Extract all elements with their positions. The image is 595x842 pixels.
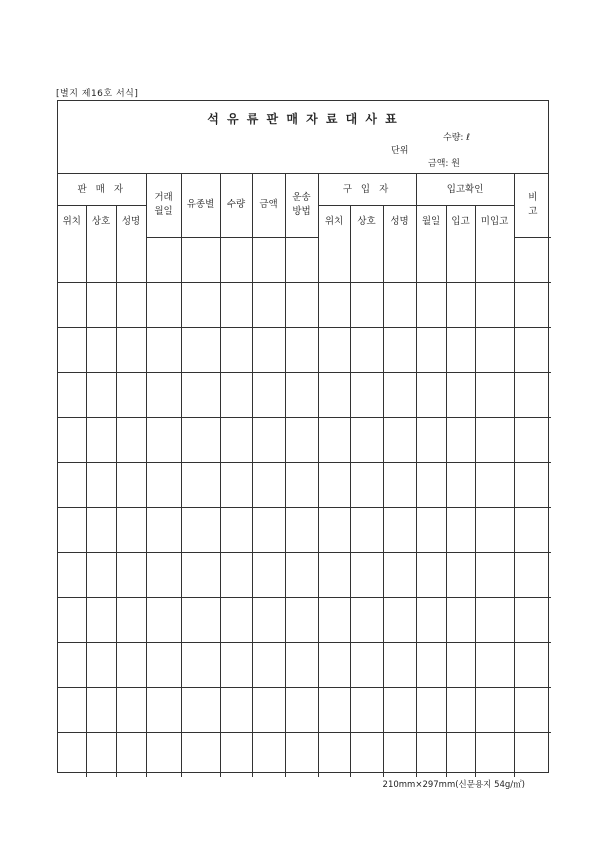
table-cell[interactable] — [383, 642, 416, 687]
table-cell[interactable] — [416, 687, 446, 732]
table-row — [58, 372, 551, 417]
table-cell[interactable] — [446, 642, 475, 687]
table-cell[interactable] — [416, 372, 446, 417]
table-cell[interactable] — [446, 372, 475, 417]
table-cell[interactable] — [252, 732, 285, 777]
table-cell[interactable] — [220, 507, 252, 552]
table-cell[interactable] — [181, 282, 220, 327]
table-cell[interactable] — [514, 237, 551, 282]
table-cell[interactable] — [220, 642, 252, 687]
table-cell[interactable] — [416, 552, 446, 597]
table-row — [58, 507, 551, 552]
table-cell[interactable] — [475, 417, 514, 462]
table-cell[interactable] — [116, 372, 146, 417]
table-cell[interactable] — [383, 237, 416, 282]
table-cell[interactable] — [318, 417, 350, 462]
table-cell[interactable] — [383, 597, 416, 642]
table-cell[interactable] — [86, 642, 116, 687]
table-cell[interactable] — [220, 327, 252, 372]
table-cell[interactable] — [514, 372, 551, 417]
table-cell[interactable] — [514, 732, 551, 777]
quantity-header: 수량 — [220, 174, 252, 237]
header-row-1 — [58, 174, 551, 206]
table-cell[interactable] — [86, 237, 116, 282]
table-cell[interactable] — [475, 327, 514, 372]
table-cell[interactable] — [58, 462, 86, 507]
table-cell[interactable] — [181, 597, 220, 642]
table-cell[interactable] — [318, 462, 350, 507]
table-cell[interactable] — [416, 507, 446, 552]
seller-company-header: 상호 — [86, 206, 116, 238]
oil-type-header: 유종별 — [181, 174, 220, 237]
table-cell[interactable] — [252, 327, 285, 372]
table-cell[interactable] — [350, 237, 383, 282]
table-cell[interactable] — [514, 282, 551, 327]
table-cell[interactable] — [383, 732, 416, 777]
table-cell[interactable] — [318, 237, 350, 282]
table-cell[interactable] — [383, 372, 416, 417]
table-cell[interactable] — [116, 327, 146, 372]
table-cell[interactable] — [146, 597, 181, 642]
table-cell[interactable] — [181, 507, 220, 552]
table-cell[interactable] — [475, 282, 514, 327]
table-cell[interactable] — [220, 597, 252, 642]
table-cell[interactable] — [446, 687, 475, 732]
seller-location-header: 위치 — [58, 206, 86, 238]
table-cell[interactable] — [475, 237, 514, 282]
buyer-company-header: 상호 — [350, 206, 383, 238]
table-cell[interactable] — [446, 732, 475, 777]
table-cell[interactable] — [86, 282, 116, 327]
table-cell[interactable] — [220, 732, 252, 777]
table-cell[interactable] — [318, 372, 350, 417]
table-cell[interactable] — [514, 507, 551, 552]
transport-method-header: 운송 방법 — [285, 174, 318, 237]
table-cell[interactable] — [446, 597, 475, 642]
table-cell[interactable] — [416, 642, 446, 687]
table-cell[interactable] — [318, 327, 350, 372]
table-cell[interactable] — [446, 507, 475, 552]
table-cell[interactable] — [58, 732, 86, 777]
table-cell[interactable] — [383, 282, 416, 327]
table-cell[interactable] — [446, 552, 475, 597]
table-row — [58, 237, 551, 282]
table-cell[interactable] — [86, 732, 116, 777]
table-cell[interactable] — [220, 372, 252, 417]
table-cell[interactable] — [416, 462, 446, 507]
table-cell[interactable] — [181, 642, 220, 687]
table-cell[interactable] — [446, 282, 475, 327]
table-cell[interactable] — [350, 597, 383, 642]
table-cell[interactable] — [285, 237, 318, 282]
table-row — [58, 552, 551, 597]
table-cell[interactable] — [350, 462, 383, 507]
unit-amount: 금액: 원 — [428, 159, 460, 169]
table-cell[interactable] — [220, 417, 252, 462]
table-cell[interactable] — [181, 417, 220, 462]
table-cell[interactable] — [285, 282, 318, 327]
table-row — [58, 642, 551, 687]
table-cell[interactable] — [146, 417, 181, 462]
table-cell[interactable] — [285, 732, 318, 777]
table-cell[interactable] — [146, 552, 181, 597]
table-cell[interactable] — [514, 642, 551, 687]
table-cell[interactable] — [252, 642, 285, 687]
table-cell[interactable] — [181, 372, 220, 417]
table-cell[interactable] — [252, 687, 285, 732]
table-cell[interactable] — [86, 327, 116, 372]
table-cell[interactable] — [514, 552, 551, 597]
paper-spec-footer: 210mm×297mm(신문용지 54g/㎡) — [382, 780, 525, 790]
table-cell[interactable] — [116, 507, 146, 552]
table-cell[interactable] — [318, 597, 350, 642]
table-cell[interactable] — [514, 462, 551, 507]
buyer-name-header: 성명 — [383, 206, 416, 238]
table-cell[interactable] — [318, 642, 350, 687]
table-cell[interactable] — [350, 282, 383, 327]
table-row — [58, 462, 551, 507]
table-cell[interactable] — [285, 642, 318, 687]
table-cell[interactable] — [58, 642, 86, 687]
table-cell[interactable] — [350, 507, 383, 552]
table-cell[interactable] — [446, 237, 475, 282]
table-cell[interactable] — [475, 687, 514, 732]
unit-label: 단위 — [391, 146, 409, 156]
table-cell[interactable] — [350, 732, 383, 777]
table-cell[interactable] — [116, 687, 146, 732]
table-cell[interactable] — [58, 552, 86, 597]
table-cell[interactable] — [116, 282, 146, 327]
seller-name-header: 성명 — [116, 206, 146, 238]
table-cell[interactable] — [252, 372, 285, 417]
table-cell[interactable] — [383, 462, 416, 507]
table-cell[interactable] — [475, 507, 514, 552]
table-cell[interactable] — [350, 687, 383, 732]
table-cell[interactable] — [318, 732, 350, 777]
table-row — [58, 597, 551, 642]
buyer-location-header: 위치 — [318, 206, 350, 238]
table-cell[interactable] — [146, 372, 181, 417]
table-cell[interactable] — [181, 732, 220, 777]
table-cell[interactable] — [58, 417, 86, 462]
table-cell[interactable] — [252, 552, 285, 597]
table-cell[interactable] — [86, 462, 116, 507]
table-cell[interactable] — [181, 462, 220, 507]
table-cell[interactable] — [446, 462, 475, 507]
table-cell[interactable] — [383, 687, 416, 732]
table-cell[interactable] — [181, 327, 220, 372]
table-cell[interactable] — [58, 282, 86, 327]
table-cell[interactable] — [350, 417, 383, 462]
receipt-date-header: 월일 — [416, 206, 446, 238]
table-cell[interactable] — [220, 552, 252, 597]
table-cell[interactable] — [350, 372, 383, 417]
table-cell[interactable] — [514, 597, 551, 642]
table-cell[interactable] — [285, 687, 318, 732]
table-cell[interactable] — [58, 687, 86, 732]
table-cell[interactable] — [285, 327, 318, 372]
table-cell[interactable] — [116, 642, 146, 687]
table-cell[interactable] — [350, 552, 383, 597]
table-cell[interactable] — [514, 687, 551, 732]
amount-header: 금액 — [252, 174, 285, 237]
table-cell[interactable] — [318, 552, 350, 597]
table-cell[interactable] — [475, 732, 514, 777]
table-cell[interactable] — [416, 327, 446, 372]
table-cell[interactable] — [220, 462, 252, 507]
table-cell[interactable] — [146, 237, 181, 282]
table-cell[interactable] — [86, 417, 116, 462]
receipt-check-header: 입고확인 — [416, 174, 514, 206]
table-body — [58, 237, 551, 777]
unit-quantity: 수량: ℓ — [443, 133, 470, 143]
table-cell[interactable] — [116, 417, 146, 462]
table-cell[interactable] — [116, 237, 146, 282]
table-cell[interactable] — [383, 417, 416, 462]
table-cell[interactable] — [475, 642, 514, 687]
table-cell[interactable] — [86, 597, 116, 642]
table-cell[interactable] — [285, 462, 318, 507]
received-header: 입고 — [446, 206, 475, 238]
table-cell[interactable] — [252, 462, 285, 507]
table-cell[interactable] — [318, 687, 350, 732]
table-cell[interactable] — [146, 507, 181, 552]
table-row — [58, 732, 551, 777]
table-cell[interactable] — [285, 372, 318, 417]
table-cell[interactable] — [58, 597, 86, 642]
table-cell[interactable] — [285, 417, 318, 462]
table-cell[interactable] — [475, 372, 514, 417]
table-cell[interactable] — [146, 642, 181, 687]
table-cell[interactable] — [446, 327, 475, 372]
table-row — [58, 282, 551, 327]
table-cell[interactable] — [58, 327, 86, 372]
table-cell[interactable] — [475, 552, 514, 597]
table-cell[interactable] — [86, 552, 116, 597]
table-cell[interactable] — [285, 552, 318, 597]
seller-header: 판 매 자 — [58, 174, 146, 206]
transaction-date-header: 거래 월일 — [146, 174, 181, 237]
table-cell[interactable] — [416, 597, 446, 642]
table-cell[interactable] — [318, 282, 350, 327]
table-cell[interactable] — [181, 237, 220, 282]
table-cell[interactable] — [416, 417, 446, 462]
table-cell[interactable] — [475, 597, 514, 642]
table-row — [58, 687, 551, 732]
table-cell[interactable] — [383, 327, 416, 372]
table-cell[interactable] — [116, 552, 146, 597]
table-cell[interactable] — [146, 462, 181, 507]
table-cell[interactable] — [146, 687, 181, 732]
table-cell[interactable] — [318, 507, 350, 552]
table-cell[interactable] — [86, 687, 116, 732]
table-cell[interactable] — [252, 507, 285, 552]
table-row — [58, 327, 551, 372]
table-cell[interactable] — [285, 507, 318, 552]
table-cell[interactable] — [252, 237, 285, 282]
table-cell[interactable] — [285, 597, 318, 642]
table-cell[interactable] — [116, 597, 146, 642]
table-cell[interactable] — [416, 237, 446, 282]
remarks-header: 비 고 — [514, 174, 551, 237]
table-cell[interactable] — [146, 282, 181, 327]
table-cell[interactable] — [475, 462, 514, 507]
table-cell[interactable] — [416, 732, 446, 777]
form-title: 석 유 류 판 매 자 료 대 사 표 — [207, 112, 399, 126]
table-cell[interactable] — [220, 237, 252, 282]
buyer-header: 구 입 자 — [318, 174, 416, 206]
table-cell[interactable] — [252, 597, 285, 642]
table-cell[interactable] — [383, 552, 416, 597]
table-cell[interactable] — [514, 327, 551, 372]
table-cell[interactable] — [116, 462, 146, 507]
table-cell[interactable] — [181, 687, 220, 732]
table-cell[interactable] — [58, 372, 86, 417]
table-cell[interactable] — [220, 282, 252, 327]
table-cell[interactable] — [146, 732, 181, 777]
table-cell[interactable] — [416, 282, 446, 327]
table-cell[interactable] — [86, 372, 116, 417]
table-cell[interactable] — [116, 732, 146, 777]
ledger-table — [58, 174, 551, 777]
form-label: [별지 제16호 서식] — [56, 89, 139, 99]
table-cell[interactable] — [220, 687, 252, 732]
table-cell[interactable] — [252, 282, 285, 327]
title-area — [58, 101, 548, 174]
table-cell[interactable] — [58, 237, 86, 282]
table-cell[interactable] — [252, 417, 285, 462]
table-cell[interactable] — [181, 552, 220, 597]
table-row — [58, 417, 551, 462]
table-cell[interactable] — [383, 507, 416, 552]
table-cell[interactable] — [350, 642, 383, 687]
table-cell[interactable] — [146, 327, 181, 372]
form-box — [57, 100, 549, 773]
table-cell[interactable] — [350, 327, 383, 372]
not-received-header: 미입고 — [475, 206, 514, 238]
table-cell[interactable] — [446, 417, 475, 462]
table-cell[interactable] — [514, 417, 551, 462]
table-cell[interactable] — [58, 507, 86, 552]
table-cell[interactable] — [86, 507, 116, 552]
